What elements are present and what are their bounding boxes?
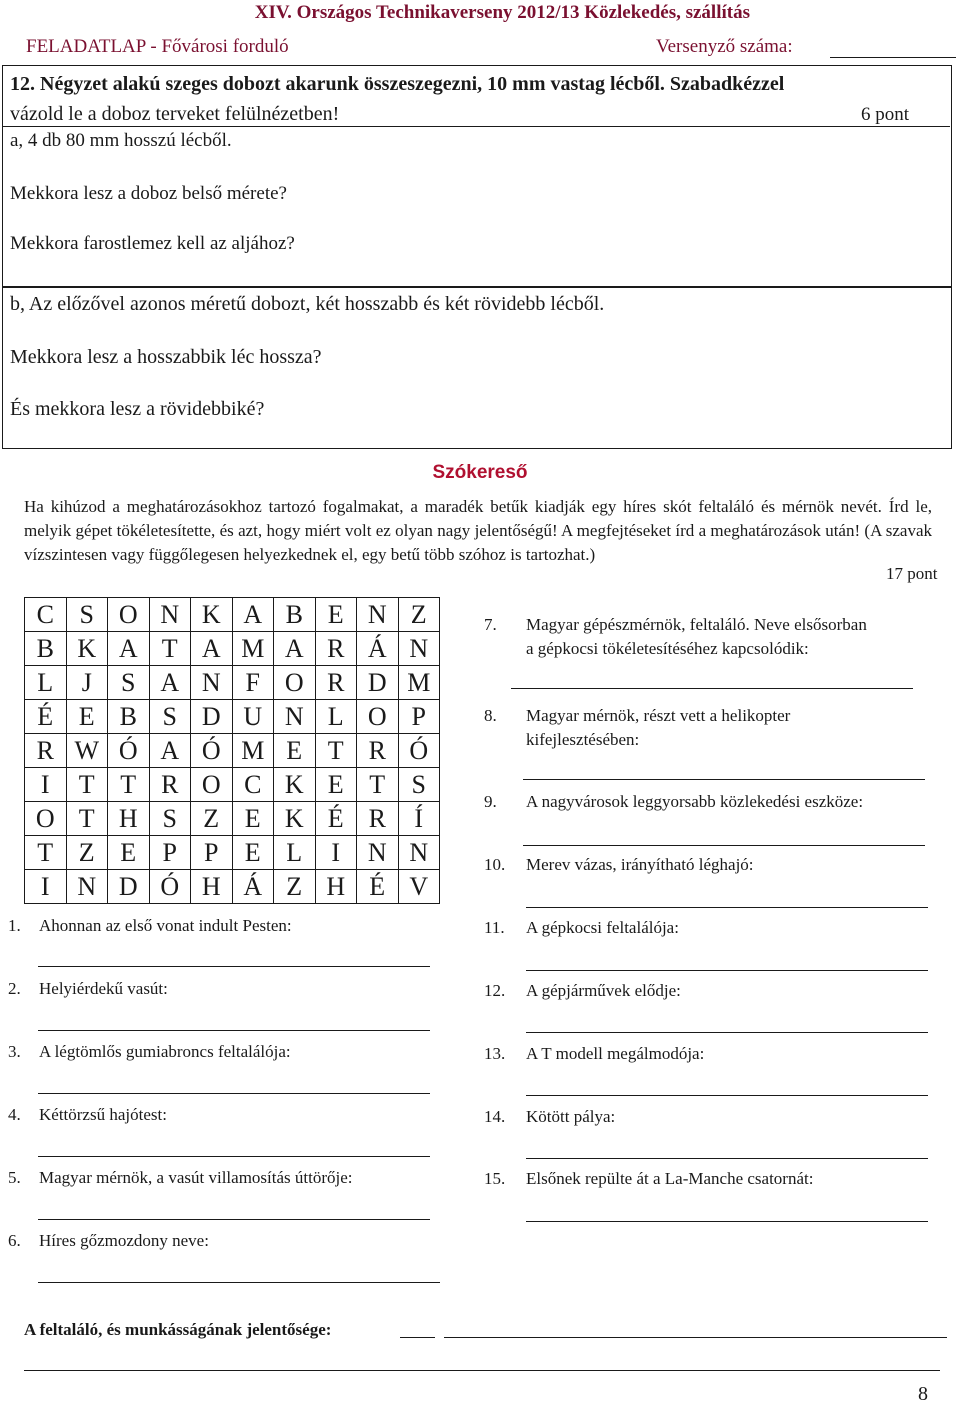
grid-cell[interactable]: Ó: [191, 734, 233, 768]
grid-cell[interactable]: B: [25, 632, 67, 666]
grid-cell[interactable]: E: [232, 802, 274, 836]
grid-cell[interactable]: T: [149, 632, 191, 666]
grid-cell[interactable]: E: [232, 836, 274, 870]
clue-text: Elsőnek repülte át a La-Manche csatornát:: [526, 1169, 814, 1188]
grid-row: [25, 768, 440, 802]
grid-cell[interactable]: L: [25, 666, 67, 700]
task-12-points: 6 pont: [861, 104, 910, 125]
grid-cell[interactable]: R: [25, 734, 67, 768]
answer-line[interactable]: [526, 1095, 928, 1096]
grid-cell[interactable]: O: [25, 802, 67, 836]
grid-cell[interactable]: R: [357, 734, 399, 768]
clue-number: 13.: [484, 1044, 506, 1063]
clue-text: A gépkocsi feltalálója:: [526, 918, 679, 937]
grid-cell[interactable]: Ó: [398, 734, 440, 768]
worksheet-label: FELADATLAP - Fővárosi forduló: [26, 36, 289, 57]
grid-cell[interactable]: V: [398, 870, 440, 904]
grid-cell[interactable]: Z: [398, 598, 440, 632]
grid-cell[interactable]: T: [66, 768, 108, 802]
grid-cell[interactable]: A: [108, 632, 150, 666]
grid-cell[interactable]: É: [25, 700, 67, 734]
clue-text: Ahonnan az első vonat indult Pesten:: [39, 916, 292, 935]
final-answer-line-short[interactable]: [400, 1337, 435, 1338]
grid-cell[interactable]: T: [25, 836, 67, 870]
grid-cell[interactable]: Z: [66, 836, 108, 870]
clue-number: 15.: [484, 1169, 506, 1188]
answer-line[interactable]: [523, 779, 925, 780]
clue-text: A T modell megálmodója:: [526, 1044, 705, 1063]
grid-cell[interactable]: N: [357, 598, 399, 632]
grid-cell[interactable]: E: [315, 598, 357, 632]
grid-cell[interactable]: N: [66, 870, 108, 904]
grid-cell[interactable]: N: [149, 598, 191, 632]
grid-cell[interactable]: O: [357, 700, 399, 734]
grid-cell[interactable]: S: [149, 802, 191, 836]
grid-cell[interactable]: C: [232, 768, 274, 802]
grid-cell[interactable]: K: [274, 802, 316, 836]
grid-cell[interactable]: M: [232, 734, 274, 768]
task-12-divider: [2, 126, 950, 127]
clue-number: 7.: [484, 615, 497, 634]
grid-cell[interactable]: É: [315, 802, 357, 836]
clue-number: 3.: [8, 1042, 21, 1061]
grid-cell[interactable]: A: [274, 632, 316, 666]
grid-cell[interactable]: J: [66, 666, 108, 700]
grid-cell[interactable]: Ó: [149, 870, 191, 904]
competitor-number-label: Versenyző száma:: [656, 36, 793, 57]
clue-text-continued: a gépkocsi tökéletesítéséhez kapcsolódik:: [526, 639, 809, 658]
grid-cell[interactable]: M: [398, 666, 440, 700]
task-12-line2: vázold le a doboz terveket felülnézetben!: [10, 103, 340, 125]
grid-row: [25, 666, 440, 700]
grid-cell[interactable]: R: [315, 666, 357, 700]
clue-number: 8.: [484, 706, 497, 725]
clue-text: Magyar mérnök, részt vett a helikopter: [526, 706, 791, 725]
answer-line[interactable]: [526, 1221, 928, 1222]
clue-number: 11.: [484, 918, 505, 937]
answer-line[interactable]: [526, 907, 928, 908]
grid-cell[interactable]: Ó: [108, 734, 150, 768]
clue-number: 14.: [484, 1107, 506, 1126]
grid-cell[interactable]: O: [274, 666, 316, 700]
task-12-b-question-1: Mekkora lesz a hosszabbik léc hossza?: [10, 346, 322, 368]
grid-cell[interactable]: A: [191, 632, 233, 666]
task-12-part-a: a, 4 db 80 mm hosszú lécből.: [10, 130, 232, 151]
grid-cell[interactable]: Á: [232, 870, 274, 904]
answer-line[interactable]: [523, 845, 925, 846]
grid-row: [25, 802, 440, 836]
grid-row: [25, 836, 440, 870]
grid-cell[interactable]: D: [191, 700, 233, 734]
clue-number: 6.: [8, 1231, 21, 1250]
task-12-b-question-2: És mekkora lesz a rövidebbiké?: [10, 398, 265, 420]
competition-title-text: XIV. Országos Technikaverseny 2012/13 Közlekedés, szállítás: [254, 2, 750, 23]
final-answer-line-2[interactable]: [24, 1370, 940, 1371]
grid-row: [25, 632, 440, 666]
grid-cell[interactable]: N: [191, 666, 233, 700]
grid-cell[interactable]: T: [66, 802, 108, 836]
grid-cell[interactable]: D: [108, 870, 150, 904]
answer-line[interactable]: [526, 1158, 928, 1159]
grid-cell[interactable]: L: [274, 836, 316, 870]
answer-line[interactable]: [38, 1156, 430, 1157]
grid-cell[interactable]: N: [357, 836, 399, 870]
grid-cell[interactable]: T: [357, 768, 399, 802]
grid-cell[interactable]: B: [108, 700, 150, 734]
clue-number: 1.: [8, 916, 21, 935]
grid-cell[interactable]: R: [315, 632, 357, 666]
grid-cell[interactable]: T: [108, 768, 150, 802]
grid-cell[interactable]: E: [108, 836, 150, 870]
clue-text: A légtömlős gumiabroncs feltalálója:: [39, 1042, 291, 1061]
clue-text: A nagyvárosok leggyorsabb közlekedési eszköze:: [526, 792, 864, 811]
grid-cell[interactable]: K: [191, 598, 233, 632]
clue-number: 12.: [484, 981, 506, 1000]
grid-cell[interactable]: E: [274, 734, 316, 768]
grid-cell[interactable]: W: [66, 734, 108, 768]
answer-line[interactable]: [38, 966, 430, 967]
grid-cell[interactable]: S: [398, 768, 440, 802]
grid-cell[interactable]: S: [149, 700, 191, 734]
clue-text-continued: kifejlesztésében:: [526, 730, 640, 749]
clue-text: Magyar mérnök, a vasút villamosítás úttörője:: [39, 1168, 353, 1187]
grid-cell[interactable]: Z: [191, 802, 233, 836]
grid-cell[interactable]: Z: [274, 870, 316, 904]
grid-cell[interactable]: N: [398, 836, 440, 870]
grid-cell[interactable]: A: [149, 734, 191, 768]
grid-cell[interactable]: E: [315, 768, 357, 802]
page-number: 8: [918, 1383, 928, 1405]
grid-cell[interactable]: E: [66, 700, 108, 734]
answer-line[interactable]: [511, 688, 913, 689]
grid-cell[interactable]: I: [25, 870, 67, 904]
grid-cell[interactable]: F: [232, 666, 274, 700]
clue-text: Híres gőzmozdony neve:: [39, 1231, 209, 1250]
answer-line[interactable]: [526, 970, 928, 971]
grid-cell[interactable]: K: [274, 768, 316, 802]
wordsearch-intro: Ha kihúzod a meghatározásokhoz tartozó fogalmakat, a maradék betűk kiadják egy híres skót feltaláló és mérnök nevét. Írd le, melyik gépet tökéletesítette, és azt, hogy miért volt ez olyan nagy jelentőségű! A megfejtéseket írd a meghatározások után! (A szavak vízszintesen vagy függőlegesen helyezkednek el, egy betű több szóhoz is tartozhat.): [24, 497, 932, 564]
answer-line[interactable]: [526, 1032, 928, 1033]
grid-cell[interactable]: A: [149, 666, 191, 700]
clue-number: 5.: [8, 1168, 21, 1187]
clue-text: Helyiérdekű vasút:: [39, 979, 168, 998]
grid-cell[interactable]: O: [108, 598, 150, 632]
grid-cell[interactable]: C: [25, 598, 67, 632]
grid-cell[interactable]: H: [315, 870, 357, 904]
competitor-number-field[interactable]: [830, 57, 956, 58]
answer-line[interactable]: [38, 1030, 430, 1031]
task-12-divider-b: [2, 286, 952, 288]
clue-number: 9.: [484, 792, 497, 811]
clue-text: Magyar gépészmérnök, feltaláló. Neve elsősorban: [526, 615, 867, 634]
clue-text: A gépjárművek elődje:: [526, 981, 681, 1000]
grid-cell[interactable]: H: [191, 870, 233, 904]
clue-number: 4.: [8, 1105, 21, 1124]
clue-text: Kéttörzsű hajótest:: [39, 1105, 167, 1124]
wordsearch-points: 17 pont: [886, 564, 938, 583]
grid-cell[interactable]: P: [398, 700, 440, 734]
grid-cell[interactable]: B: [274, 598, 316, 632]
final-answer-label: A feltaláló, és munkásságának jelentősége:: [24, 1320, 332, 1339]
clue-text: Kötött pálya:: [526, 1107, 616, 1126]
grid-cell[interactable]: N: [274, 700, 316, 734]
grid-cell[interactable]: N: [398, 632, 440, 666]
answer-line[interactable]: [38, 1282, 440, 1283]
grid-cell[interactable]: Á: [357, 632, 399, 666]
grid-cell[interactable]: Í: [398, 802, 440, 836]
grid-cell[interactable]: A: [232, 598, 274, 632]
grid-row: [25, 700, 440, 734]
section-title: Szókereső: [432, 462, 528, 483]
grid-cell[interactable]: T: [315, 734, 357, 768]
task-12-line1: 12. Négyzet alakú szeges dobozt akarunk összeszegezni, 10 mm vastag lécből. Szabadkézzel: [10, 73, 785, 95]
final-answer-line-1[interactable]: [444, 1337, 947, 1338]
grid-row: [25, 734, 440, 768]
task-12-a-question-1: Mekkora lesz a doboz belső mérete?: [10, 183, 287, 204]
grid-cell[interactable]: H: [108, 802, 150, 836]
grid-cell[interactable]: O: [191, 768, 233, 802]
clue-number: 10.: [484, 855, 506, 874]
clue-number: 2.: [8, 979, 21, 998]
task-12-part-b: b, Az előzővel azonos méretű dobozt, két hosszabb és két rövidebb lécből.: [10, 293, 605, 315]
grid-cell[interactable]: P: [149, 836, 191, 870]
grid-cell[interactable]: I: [25, 768, 67, 802]
answer-line[interactable]: [38, 1093, 430, 1094]
grid-cell[interactable]: S: [66, 598, 108, 632]
grid-row: [25, 598, 440, 632]
grid-cell[interactable]: D: [357, 666, 399, 700]
grid-row: [25, 870, 440, 904]
grid-cell[interactable]: K: [66, 632, 108, 666]
grid-cell[interactable]: P: [191, 836, 233, 870]
grid-cell[interactable]: É: [357, 870, 399, 904]
grid-cell[interactable]: R: [357, 802, 399, 836]
answer-line[interactable]: [38, 1219, 430, 1220]
letter-grid: [24, 597, 440, 904]
grid-cell[interactable]: L: [315, 700, 357, 734]
grid-cell[interactable]: U: [232, 700, 274, 734]
clue-text: Merev vázas, irányítható léghajó:: [526, 855, 754, 874]
task-12-a-question-2: Mekkora farostlemez kell az aljához?: [10, 233, 295, 254]
grid-cell[interactable]: M: [232, 632, 274, 666]
grid-cell[interactable]: S: [108, 666, 150, 700]
grid-cell[interactable]: I: [315, 836, 357, 870]
grid-cell[interactable]: R: [149, 768, 191, 802]
